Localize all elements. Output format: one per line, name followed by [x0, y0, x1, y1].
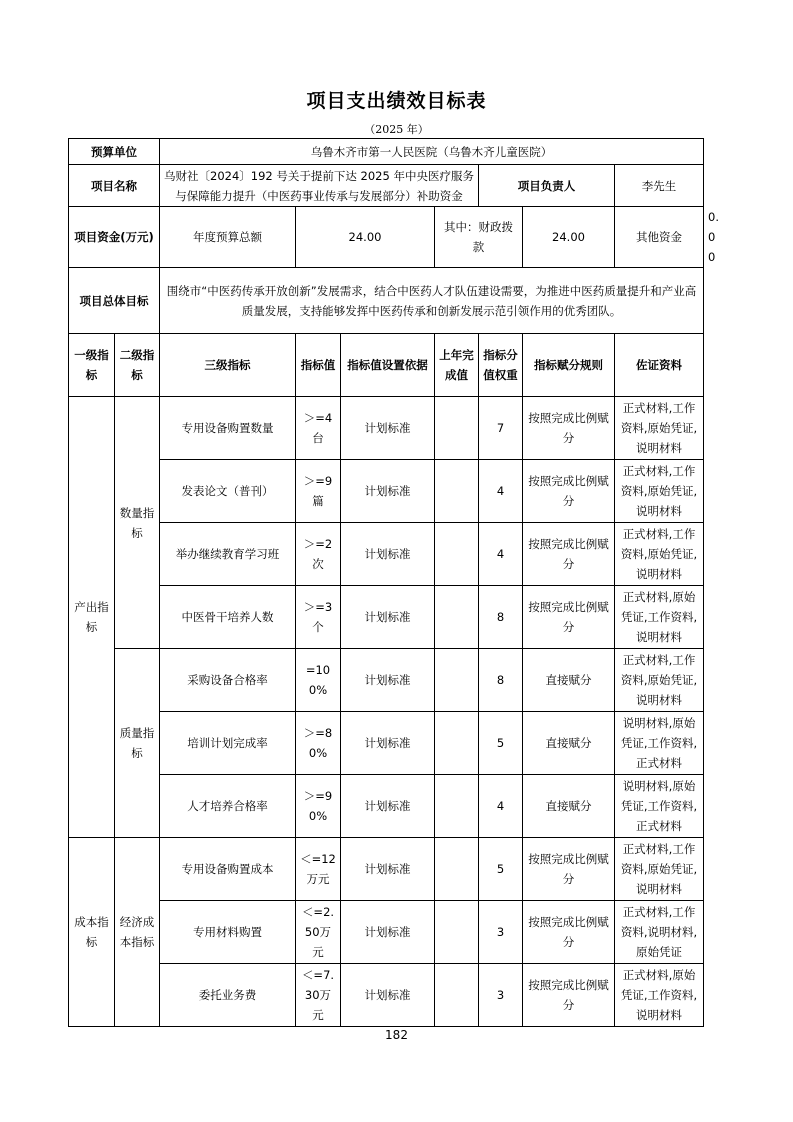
table-row: [69, 523, 704, 586]
overall-goal-row: [69, 268, 704, 334]
indicator-name: 采购设备合格率: [160, 649, 296, 712]
indicator-prev: [435, 397, 479, 460]
header-rule: 指标赋分规则: [523, 334, 615, 397]
budget-unit-label: 预算单位: [69, 139, 160, 165]
indicator-value: ＜=7.30万元: [296, 964, 341, 1027]
indicator-evidence: 正式材料,工作资料,原始凭证,说明材料: [615, 523, 704, 586]
indicator-weight: 4: [479, 460, 523, 523]
indicator-name: 委托业务费: [160, 964, 296, 1027]
header-level2: 二级指标: [115, 334, 160, 397]
indicator-basis: 计划标准: [341, 775, 435, 838]
other-funds-label: 其他资金: [615, 207, 704, 268]
indicator-weight: 3: [479, 901, 523, 964]
indicator-name: 专用设备购置数量: [160, 397, 296, 460]
page-title: 项目支出绩效目标表: [306, 90, 487, 112]
table-row: [69, 712, 704, 775]
group-cost: 成本指标: [69, 838, 115, 1027]
year-label: （2025 年）: [364, 123, 429, 136]
indicator-evidence: 正式材料,工作资料,说明材料,原始凭证: [615, 901, 704, 964]
budget-unit-value: 乌鲁木齐市第一人民医院（乌鲁木齐儿童医院）: [160, 139, 704, 165]
overall-goal-text: 围绕市“中医药传承开放创新”发展需求，结合中医药人才队伍建设需要，为推进中医药质量提升和产业高质量发展，支持能够发挥中医药传承和创新发展示范引领作用的优秀团队。: [160, 268, 704, 334]
indicator-name: 中医骨干培养人数: [160, 586, 296, 649]
project-name-value: 乌财社〔2024〕192 号关于提前下达 2025 年中央医疗服务与保障能力提升（中医药事业传承与发展部分）补助资金: [160, 165, 479, 207]
group-economic-cost: 经济成本指标: [115, 838, 160, 1027]
page-number: 182: [385, 1028, 408, 1042]
project-leader-value: 李先生: [615, 165, 704, 207]
table-row: [69, 838, 704, 901]
indicator-basis: 计划标准: [341, 397, 435, 460]
indicator-evidence: 正式材料,工作资料,原始凭证,说明材料: [615, 460, 704, 523]
project-leader-label: 项目负责人: [479, 165, 615, 207]
indicator-evidence: 正式材料,原始凭证,工作资料,说明材料: [615, 586, 704, 649]
indicator-evidence: 说明材料,原始凭证,工作资料,正式材料: [615, 712, 704, 775]
indicator-name: 培训计划完成率: [160, 712, 296, 775]
header-evidence: 佐证资料: [615, 334, 704, 397]
indicator-prev: [435, 586, 479, 649]
header-row: [69, 334, 704, 397]
indicator-basis: 计划标准: [341, 460, 435, 523]
indicator-value: ＞=9篇: [296, 460, 341, 523]
indicator-weight: 4: [479, 775, 523, 838]
indicator-basis: 计划标准: [341, 523, 435, 586]
indicator-rule: 按照完成比例赋分: [523, 586, 615, 649]
indicator-evidence: 正式材料,工作资料,原始凭证,说明材料: [615, 397, 704, 460]
header-level3: 三级指标: [160, 334, 296, 397]
indicator-name: 发表论文（普刊）: [160, 460, 296, 523]
header-value: 指标值: [296, 334, 341, 397]
indicator-evidence: 正式材料,工作资料,原始凭证,说明材料: [615, 838, 704, 901]
indicator-prev: [435, 460, 479, 523]
header-basis: 指标值设置依据: [341, 334, 435, 397]
indicator-value: ＞=80%: [296, 712, 341, 775]
overall-goal-label: 项目总体目标: [69, 268, 160, 334]
indicator-name: 专用设备购置成本: [160, 838, 296, 901]
group-quantity: 数量指标: [115, 397, 160, 649]
project-funds-row: 项目资金(万元) 年度预算总额 24.00 其中：财政拨款 24.00 其他资金 0.00: [69, 207, 704, 268]
performance-target-table: [68, 138, 720, 1027]
indicator-evidence: 说明材料,原始凭证,工作资料,正式材料: [615, 775, 704, 838]
table-row: [69, 649, 704, 712]
indicator-prev: [435, 964, 479, 1027]
indicator-rule: 按照完成比例赋分: [523, 460, 615, 523]
indicator-basis: 计划标准: [341, 901, 435, 964]
indicator-value: =100%: [296, 649, 341, 712]
project-funds-label: 项目资金(万元): [69, 207, 160, 268]
indicator-rule: 直接赋分: [523, 649, 615, 712]
annual-budget-value: 24.00: [296, 207, 435, 268]
indicator-evidence: 正式材料,工作资料,原始凭证,说明材料: [615, 649, 704, 712]
indicator-prev: [435, 901, 479, 964]
group-quality: 质量指标: [115, 649, 160, 838]
indicator-value: ＞=3个: [296, 586, 341, 649]
indicator-basis: 计划标准: [341, 649, 435, 712]
fiscal-allocation-value: 24.00: [523, 207, 615, 268]
table-row: [69, 964, 704, 1027]
indicator-value: ＞=2次: [296, 523, 341, 586]
group-output: 产出指标: [69, 397, 115, 838]
budget-unit-row: [69, 139, 704, 165]
project-name-row: [69, 165, 704, 207]
indicator-prev: [435, 523, 479, 586]
indicator-prev: [435, 712, 479, 775]
fiscal-allocation-label: 其中：财政拨款: [435, 207, 523, 268]
indicator-rule: 直接赋分: [523, 712, 615, 775]
indicator-value: ＞=90%: [296, 775, 341, 838]
indicator-basis: 计划标准: [341, 586, 435, 649]
indicator-weight: 3: [479, 964, 523, 1027]
indicator-weight: 8: [479, 586, 523, 649]
indicator-name: 专用材料购置: [160, 901, 296, 964]
header-level1: 一级指标: [69, 334, 115, 397]
indicator-rule: 按照完成比例赋分: [523, 901, 615, 964]
project-name-label: 项目名称: [69, 165, 160, 207]
table-row: [69, 397, 704, 460]
indicator-rule: 按照完成比例赋分: [523, 397, 615, 460]
indicator-rule: 按照完成比例赋分: [523, 838, 615, 901]
indicator-weight: 5: [479, 838, 523, 901]
table-row: [69, 460, 704, 523]
indicator-rule: 按照完成比例赋分: [523, 964, 615, 1027]
header-prev-value: 上年完成值: [435, 334, 479, 397]
indicator-weight: 4: [479, 523, 523, 586]
indicator-prev: [435, 838, 479, 901]
indicator-evidence: 正式材料,原始凭证,工作资料,说明材料: [615, 964, 704, 1027]
indicator-basis: 计划标准: [341, 838, 435, 901]
indicator-value: ＞=4台: [296, 397, 341, 460]
table-row: [69, 901, 704, 964]
header-weight: 指标分值权重: [479, 334, 523, 397]
indicator-name: 举办继续教育学习班: [160, 523, 296, 586]
indicator-weight: 5: [479, 712, 523, 775]
indicator-weight: 7: [479, 397, 523, 460]
indicator-rule: 直接赋分: [523, 775, 615, 838]
indicator-prev: [435, 649, 479, 712]
indicator-prev: [435, 775, 479, 838]
indicator-rule: 按照完成比例赋分: [523, 523, 615, 586]
indicator-basis: 计划标准: [341, 712, 435, 775]
indicator-weight: 8: [479, 649, 523, 712]
table-row: [69, 775, 704, 838]
table-row: [69, 586, 704, 649]
indicator-value: ＜=2.50万元: [296, 901, 341, 964]
annual-budget-label: 年度预算总额: [160, 207, 296, 268]
indicator-basis: 计划标准: [341, 964, 435, 1027]
indicator-value: ＜=12万元: [296, 838, 341, 901]
indicator-name: 人才培养合格率: [160, 775, 296, 838]
